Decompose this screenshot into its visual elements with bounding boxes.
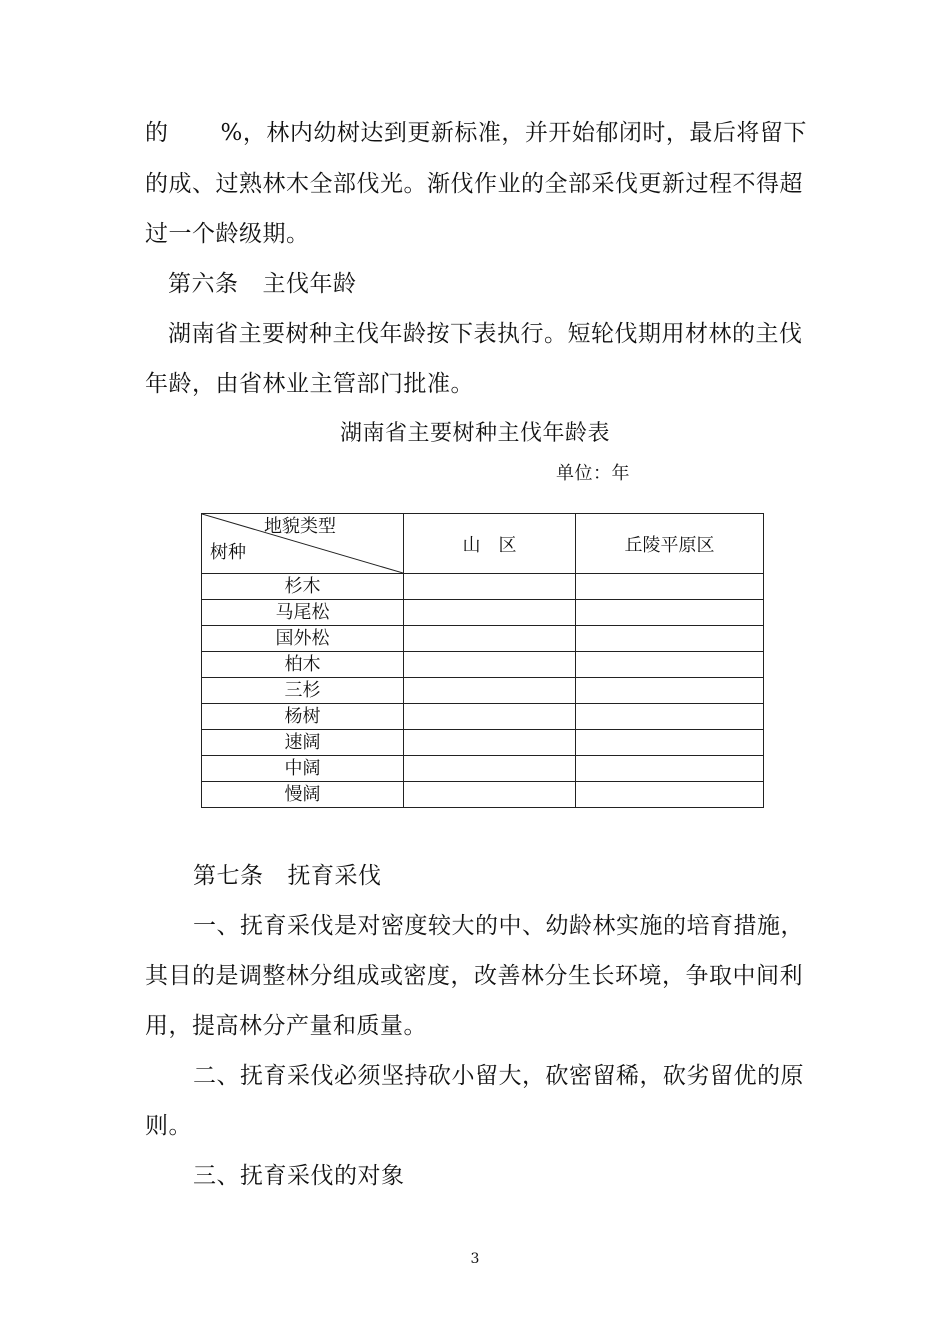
hill-age-cell bbox=[576, 652, 764, 678]
table-title: 湖南省主要树种主伐年龄表 bbox=[339, 421, 610, 446]
article-6-title: 主伐年龄 bbox=[262, 271, 357, 297]
species-cell: 国外松 bbox=[202, 626, 404, 652]
paragraph-line-2: 的成、过熟林木全部伐光。渐伐作业的全部采伐更新过程不得超 bbox=[145, 171, 803, 197]
table-row bbox=[202, 678, 764, 704]
mountain-age-cell bbox=[404, 652, 576, 678]
page-number: 3 bbox=[470, 1251, 480, 1267]
species-cell: 杨树 bbox=[202, 704, 404, 730]
table-row bbox=[202, 652, 764, 678]
paragraph-line-1-rest: %，林内幼树达到更新标准，并开始郁闭时，最后将留下 bbox=[220, 120, 807, 146]
mountain-age-cell bbox=[404, 574, 576, 600]
table-corner-cell bbox=[202, 514, 404, 574]
article-7-title: 抚育采伐 bbox=[287, 863, 382, 889]
hill-age-cell bbox=[576, 574, 764, 600]
article-6-line-1: 湖南省主要树种主伐年龄按下表执行。短轮伐期用材林的主伐 bbox=[168, 321, 803, 347]
mountain-age-cell bbox=[404, 756, 576, 782]
mountain-age-cell bbox=[404, 704, 576, 730]
table-unit: 单位：年 bbox=[556, 463, 630, 484]
species-cell: 柏木 bbox=[202, 652, 404, 678]
article-7-heading bbox=[193, 861, 382, 891]
article-7-number: 第七条 bbox=[193, 863, 264, 889]
species-cell: 三杉 bbox=[202, 678, 404, 704]
species-cell: 马尾松 bbox=[202, 600, 404, 626]
harvest-age-table-wrapper bbox=[201, 513, 764, 808]
corner-label-landform: 地貌类型 bbox=[264, 516, 336, 537]
article-7-p1-line-3: 用，提高林分产量和质量。 bbox=[145, 1013, 427, 1039]
table-row bbox=[202, 600, 764, 626]
table-row bbox=[202, 730, 764, 756]
mountain-age-cell bbox=[404, 626, 576, 652]
table-row bbox=[202, 704, 764, 730]
mountain-age-cell bbox=[404, 782, 576, 808]
article-7-p3-line-1: 三、抚育采伐的对象 bbox=[193, 1163, 405, 1189]
table-row bbox=[202, 574, 764, 600]
column-header-hill-plain: 丘陵平原区 bbox=[576, 514, 764, 574]
article-7-p2-line-1: 二、抚育采伐必须坚持砍小留大，砍密留稀，砍劣留优的原 bbox=[193, 1063, 804, 1089]
paragraph-line-1-start: 的 bbox=[145, 120, 169, 146]
article-6-line-2: 年龄，由省林业主管部门批准。 bbox=[145, 371, 474, 397]
hill-age-cell bbox=[576, 756, 764, 782]
hill-age-cell bbox=[576, 626, 764, 652]
paragraph-line-1 bbox=[145, 118, 807, 148]
hill-age-cell bbox=[576, 600, 764, 626]
corner-label-species: 树种 bbox=[210, 542, 246, 563]
mountain-age-cell bbox=[404, 678, 576, 704]
table-row bbox=[202, 756, 764, 782]
article-7-p1-line-1: 一、抚育采伐是对密度较大的中、幼龄林实施的培育措施， bbox=[193, 913, 804, 939]
harvest-age-table bbox=[201, 513, 764, 808]
column-header-mountain: 山 区 bbox=[404, 514, 576, 574]
hill-age-cell bbox=[576, 678, 764, 704]
paragraph-line-3: 过一个龄级期。 bbox=[145, 221, 310, 247]
mountain-age-cell bbox=[404, 600, 576, 626]
species-cell: 速阔 bbox=[202, 730, 404, 756]
article-7-p2-line-2: 则。 bbox=[145, 1113, 192, 1139]
article-6-heading bbox=[168, 269, 357, 299]
hill-age-cell bbox=[576, 782, 764, 808]
species-cell: 中阔 bbox=[202, 756, 404, 782]
species-cell: 杉木 bbox=[202, 574, 404, 600]
table-row bbox=[202, 626, 764, 652]
hill-age-cell bbox=[576, 704, 764, 730]
species-cell: 慢阔 bbox=[202, 782, 404, 808]
table-header-row bbox=[202, 514, 764, 574]
table-row bbox=[202, 782, 764, 808]
hill-age-cell bbox=[576, 730, 764, 756]
mountain-age-cell bbox=[404, 730, 576, 756]
article-7-p1-line-2: 其目的是调整林分组成或密度，改善林分生长环境，争取中间利 bbox=[145, 963, 803, 989]
article-6-number: 第六条 bbox=[168, 271, 239, 297]
